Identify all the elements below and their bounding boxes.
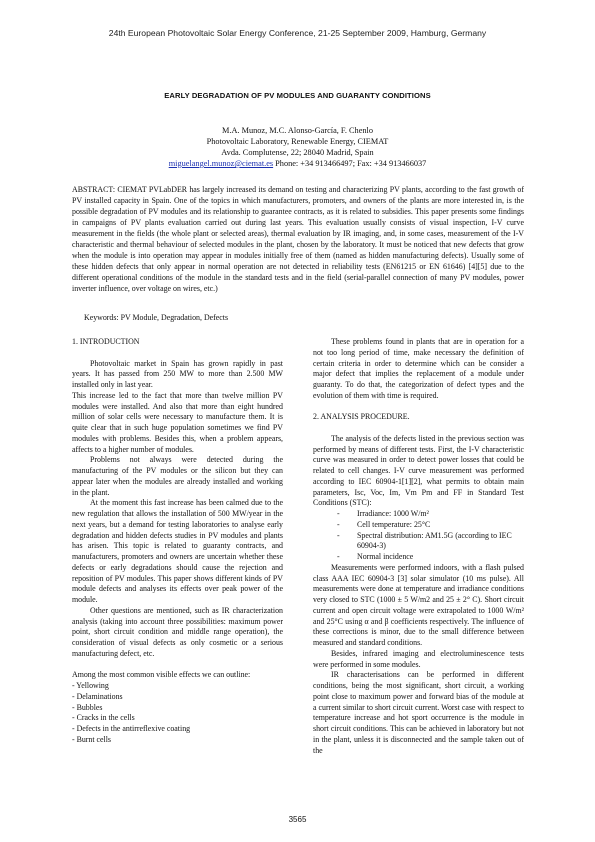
list-item: - Cracks in the cells [72,713,135,723]
paragraph: Problems not always were detected during the manufacturing of the PV modules or the silicon but they can appear later when the modules are already installed and working in the plant. [72,455,283,497]
author-block [60,125,535,169]
list-item: - Spectral distribution: AM1.5G (according to IEC 60904-3) [337,531,524,553]
paragraph: Besides, infrared imaging and electroluminescence tests were performed in some modules. [313,648,524,669]
list-item: - Cell temperature: 25°C [337,520,524,531]
page-number: 3565 [288,815,307,824]
email-link[interactable]: miguelangel.munoz@ciemat.es [168,159,274,168]
stc-conditions-list [313,509,524,563]
abstract: ABSTRACT: CIEMAT PVLabDER has largely increased its demand on testing and characterizing PV plants, according to the fast growth of PV installed capacity in Spain. One of the topics in which manufacturers, promoters, and owners of the plants are more interested in, is the possible degradation of PV modules and its relationship to guarantee contracts, as it is related to subsidies. This paper presents some findings in campaigns of PV plants evaluation carried out during last years. This evaluation usually consists of visual inspection, I-V curve measurement in the fields (the whole plant or selected areas), thermal evaluation by IR imaging, and, in some cases, measurement of the I-V characteristic and thermal behaviour of selected modules in the plant, chosen by the laboratory. It must be noticed that new defects that grow when the module is into operation may appear in modules initially free of them (named as hidden manufacturing defects). Usually some of these hidden defects that only appear in normal operation are not detected in reliability tests (EN61215 or EN 61646) [4][5] due to the different operational conditions of the module in the standard tests and in the field (serial-parallel connection of many PV modules, power inverter influence, over voltage on wires, etc.) [72,185,524,293]
address: Avda. Complutense, 22; 28040 Madrid, Spain [221,148,374,157]
section-heading-introduction: 1. INTRODUCTION [72,337,140,346]
effects-intro: Among the most common visible effects we can outline: [72,670,251,680]
conference-header: 24th European Photovoltaic Solar Energy Conference, 21-25 September 2009, Hamburg, Germany [108,28,487,38]
keywords: Keywords: PV Module, Degradation, Defects [84,313,229,322]
contact-line [60,158,535,169]
section-heading-analysis: 2. ANALYSIS PROCEDURE. [313,412,410,422]
list-item: - Delaminations [72,691,123,701]
paragraph: IR characterisations can be performed in different conditions, being the most significant, short circuit, a working point close to maximum power and forward bias of the module at a current similar to short circuit current. Worst case with respect to temperature increase and hot sport occurrence is the module in short circuit conditions. This can be achieved in laboratory but not in the plant, unless it is disconnected and the sample taken out of the [313,670,524,755]
paragraph: Photovoltaic market in Spain has grown rapidly in past years. It has passed from 250 MW to more than 2.500 MW installed only in last year. [72,358,283,389]
effects-list [72,681,283,746]
list-item: - Defects in the antirreflexive coating [72,724,191,733]
paragraph: The analysis of the defects listed in the previous section was performed by means of different tests. First, the I-V characteristic curve was measured in order to detect power losses that could be related to cell changes. I-V curve measurement was performed according to IEC 60904-1[1][2], what permits to obtain main parameters, Isc, Voc, Im, Vm Pm and FF in Standard Test Conditions (STC): [313,433,524,508]
list-item: - Normal incidence [337,552,524,563]
author-names: M.A. Munoz, M.C. Alonso-García, F. Chenlo [222,126,373,135]
list-item: - Burnt cells [72,734,112,744]
paragraph: At the moment this fast increase has been calmed due to the new regulation that allows the installation of 500 MW/year in the next years, but a demand for testing laboratories to analyse early degradation and hidden defects studies in PV modules and plants has arisen. This topic is related to guaranty contracts, and manufacturers, promoters and owners are uncertain whether these defects or early degradations should cause the rejection and reposition of PV modules. This paper shows different kinds of PV module defects and analyses its effects over peak power of the module. [72,498,283,604]
list-item: - Yellowing [72,681,109,690]
paragraph: Other questions are mentioned, such as IR characterization analysis (taking into account three possibilities: maximum power point, short circuit condition and middle range operation), the consideration of visual defects as only cosmetic or a serious manufacturing defect, etc. [72,605,283,658]
paragraph: These problems found in plants that are in operation for a not too long period of time, make necessary the definition of certain criteria in order to determine which can be consider a major defect that implies the replacement of a module under guaranty. To do that, the categorization of defect types and the evolution of them with time is required. [313,337,524,400]
paper-title: EARLY DEGRADATION OF PV MODULES AND GUARANTY CONDITIONS [164,91,431,100]
paragraph: This increase led to the fact that more than twelve million PV modules were installed. And also that more than eight hundred million of solar cells were necessary to manufacture them. It is quite clear that in such huge population sometimes we find PV modules with problems. Besides this, when a problem appears, affects to a higher number of modules. [72,390,283,454]
right-column [313,337,524,756]
paragraph: Measurements were performed indoors, with a flash pulsed class AAA IEC 60904-3 [3] solar simulator (10 ms pulse). All measurements were done at temperature and irradiance conditions very closed to STC (1000 ± 5 W/m2 and 25 ± 2° C). Short circuit current and open circuit voltage were extrapolated to 1000 W/m² and 25°C using α and β coefficients respectively. The influence of these corrections is minor, due to the small difference between measured and standard conditions. [313,562,524,647]
affiliation: Photovoltaic Laboratory, Renewable Energy, CIEMAT [206,137,389,146]
list-item: - Irradiance: 1000 W/m² [337,509,524,520]
phone-fax: Phone: +34 913466497; Fax: +34 913466037 [273,159,427,168]
list-item: - Bubbles [72,702,103,712]
left-column [72,337,283,746]
